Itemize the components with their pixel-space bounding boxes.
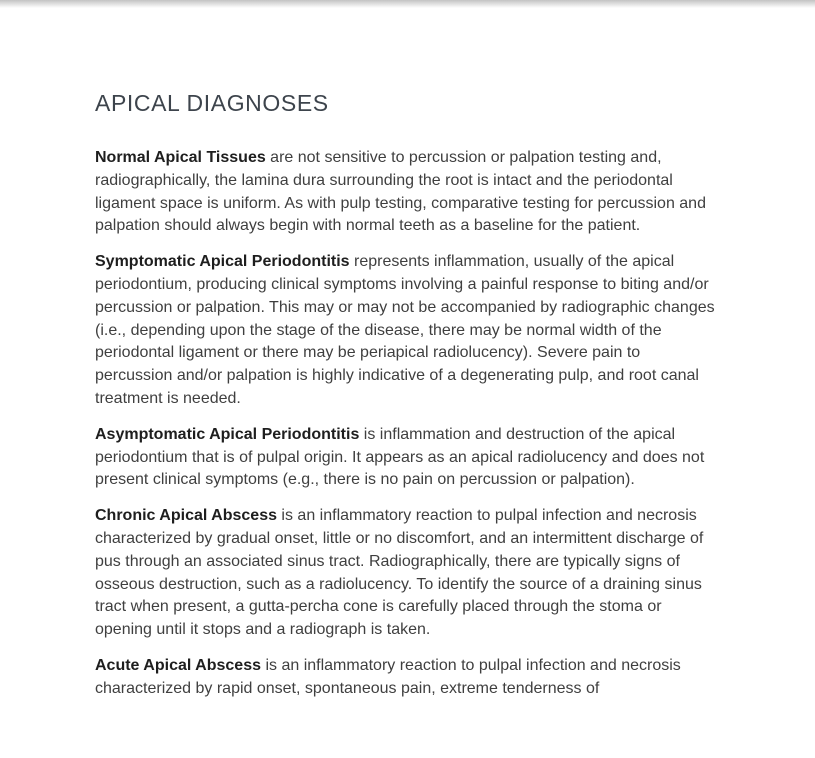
page-title: APICAL DIAGNOSES bbox=[95, 90, 329, 116]
term-symptomatic-apical-periodontitis: Symptomatic Apical Periodontitis bbox=[95, 253, 350, 271]
paragraph-text: represents inflammation, usually of the apical periodontium, producing clinical symptoms involving a painful response to biting and/or percussion or palpation. This may or may not be accompanied by radiographic changes (i.e., depending upon the stage of the disease, there may be normal width of the periodontal ligament or there may be periapical radiolucency). Severe pain to percussion and/or palpation is highly indicative of a degenerating pulp, and root canal treatment is needed. bbox=[95, 253, 715, 407]
paragraph-symptomatic-apical-periodontitis bbox=[95, 251, 720, 411]
paragraph-normal-apical-tissues bbox=[95, 147, 720, 238]
paragraph-text: is inflammation and destruction of the apical periodontium that is of pulpal origin. It appears as an apical radiolucency and does not present clinical symptoms (e.g., there is no pain on percussion or palpation). bbox=[95, 425, 705, 489]
paragraph-text: is an inflammatory reaction to pulpal infection and necrosis characterized by gradual onset, little or no discomfort, and an intermittent discharge of pus through an associated sinus tract. Radiographically, there are typically signs of osseous destruction, such as a radiolucency. To identify the source of a draining sinus tract when present, a gutta-percha cone is carefully placed through the stoma or opening until it stops and a radiograph is taken. bbox=[95, 507, 704, 639]
paragraph-text: are not sensitive to percussion or palpation testing and, radiographically, the lamina dura surrounding the root is intact and the periodontal ligament space is uniform. As with pulp testing, comparative testing for percussion and palpation should always begin with normal teeth as a baseline for the patient. bbox=[95, 149, 706, 235]
term-acute-apical-abscess: Acute Apical Abscess bbox=[95, 656, 261, 674]
paragraph-asymptomatic-apical-periodontitis bbox=[95, 424, 720, 492]
top-scroll-shadow bbox=[0, 0, 815, 8]
paragraph-acute-apical-abscess bbox=[95, 655, 720, 701]
term-asymptomatic-apical-periodontitis: Asymptomatic Apical Periodontitis bbox=[95, 425, 360, 443]
term-normal-apical-tissues: Normal Apical Tissues bbox=[95, 149, 266, 166]
paragraph-chronic-apical-abscess bbox=[95, 505, 720, 642]
paragraph-text: is an inflammatory reaction to pulpal infection and necrosis characterized by rapid onset, spontaneous pain, extreme tenderness of bbox=[95, 656, 681, 697]
term-chronic-apical-abscess: Chronic Apical Abscess bbox=[95, 507, 277, 525]
